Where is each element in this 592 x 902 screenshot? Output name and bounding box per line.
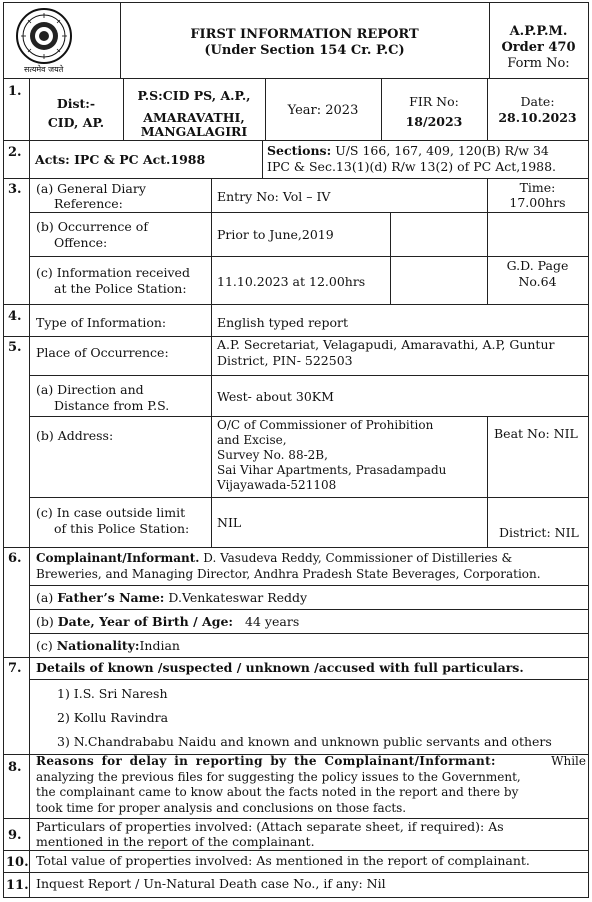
occurrence-label-line2: Offence: — [54, 235, 108, 250]
appm-label: A.P.P.M. — [509, 24, 568, 39]
sections-line2: IPC & Sec.13(1)(d) R/w 13(2) of PC Act,1988. — [267, 159, 557, 174]
gd-page-label: G.D. Page — [506, 258, 569, 273]
nationality-row — [36, 638, 180, 653]
place-label: Place of Occurrence: — [36, 345, 169, 360]
form-number-label: Form No: — [507, 56, 570, 71]
address-line: Sai Vihar Apartments, Prasadampadu — [217, 463, 447, 477]
row-number: 4. — [8, 309, 22, 324]
inquest-report: Inquest Report / Un-Natural Death case No., if any: Nil — [36, 876, 386, 891]
gd-reference-label-line2: Reference: — [54, 196, 123, 211]
district-value: CID, AP. — [47, 115, 105, 130]
acts-field: Acts: IPC & PC Act.1988 — [35, 152, 206, 167]
complainant-line1 — [36, 551, 512, 566]
complainant-line2: Breweries, and Managing Director, Andhra Pradesh State Beverages, Corporation. — [36, 567, 541, 581]
sections-value: U/S 166, 167, 409, 120(B) R/w 34 — [335, 143, 549, 158]
item-prefix: (b) — [36, 614, 54, 629]
complainant-value: D. Vasudeva Reddy, Commissioner of Distilleries & — [203, 551, 513, 565]
date-value: 28.10.2023 — [498, 110, 577, 125]
father-name-value: D.Venkateswar Reddy — [168, 590, 308, 605]
direction-value: West- about 30KM — [217, 389, 334, 404]
sections-line1 — [267, 143, 585, 158]
direction-label-line1: (a) Direction and — [36, 382, 144, 397]
report-title: FIRST INFORMATION REPORT — [190, 27, 419, 42]
info-received-label-line1: (c) Information received — [36, 265, 190, 280]
nationality-label: Nationality: — [56, 638, 140, 653]
sections-label: Sections: — [267, 143, 332, 158]
delay-reason-text: While — [551, 754, 586, 768]
place-value-line1: A.P. Secretariat, Velagapudi, Amaravathi, A.P, Guntur — [217, 337, 555, 352]
row-number: 5. — [8, 340, 22, 355]
police-station-line3: MANGALAGIRI — [140, 124, 248, 139]
item-prefix: (a) — [36, 590, 54, 605]
info-received-value: 11.10.2023 at 12.00hrs — [217, 274, 366, 289]
complainant-label: Complainant/Informant. — [36, 551, 200, 565]
properties-value: Total value of properties involved: As mentioned in the report of complainant. — [36, 853, 530, 868]
accused-details-label: Details of known /suspected / unknown /accused with full particulars. — [36, 660, 524, 675]
fir-label: FIR No: — [409, 94, 459, 109]
row-number: 9. — [8, 828, 22, 843]
delay-reason-label: Reasons for delay in reporting by the Complainant/Informant: — [36, 754, 496, 768]
info-received-label-line2: at the Police Station: — [54, 281, 187, 296]
beat-number: Beat No: NIL — [494, 426, 578, 441]
outside-limit-label-line1: (c) In case outside limit — [36, 505, 186, 520]
row-number: 1. — [8, 84, 22, 99]
delay-reason-text: took time for proper analysis and conclusions on those facts. — [36, 800, 407, 815]
police-station-line1: P.S:CID PS, A.P., — [137, 88, 251, 103]
birth-age-row — [36, 614, 299, 629]
row-number: 7. — [8, 661, 22, 676]
delay-reason-block — [36, 754, 586, 816]
item-prefix: (c) — [36, 638, 53, 653]
report-subtitle: (Under Section 154 Cr. P.C) — [204, 43, 405, 58]
gd-entry-value: Entry No: Vol – IV — [217, 189, 331, 204]
accused-item: 1) I.S. Sri Naresh — [57, 686, 168, 701]
gd-page-value: No.64 — [518, 274, 557, 289]
accused-item: 2) Kollu Ravindra — [57, 710, 169, 725]
address-line: O/C of Commissioner of Prohibition — [217, 418, 434, 432]
place-value-line2: District, PIN- 522503 — [217, 353, 353, 368]
outside-limit-label-line2: of this Police Station: — [54, 521, 190, 536]
accused-item: 3) N.Chandrababu Naidu and known and unknown public servants and others — [57, 734, 552, 749]
row-number: 10. — [6, 855, 29, 870]
properties-particulars-line2: mentioned in the report of the complainant. — [36, 834, 315, 849]
father-name-label: Father’s Name: — [57, 590, 165, 605]
outside-limit-value: NIL — [217, 515, 242, 530]
address-value — [217, 418, 446, 493]
delay-reason-text: the complainant came to know about the facts noted in the report and there by — [36, 785, 519, 799]
delay-reason-text: analyzing the previous files for suggesting the policy issues to the Government, — [36, 769, 521, 784]
date-label: Date: — [520, 94, 555, 109]
address-line: and Excise, — [217, 433, 287, 447]
district-label: Dist:- — [56, 96, 96, 111]
properties-particulars-line1: Particulars of properties involved: (Attach separate sheet, if required): As — [36, 819, 504, 834]
address-line: Vijayawada-521108 — [217, 478, 337, 492]
info-type-label: Type of Information: — [36, 315, 167, 330]
seal-motto: सत्यमेव जयते — [24, 65, 64, 74]
direction-label-line2: Distance from P.S. — [54, 398, 170, 413]
row-number: 8. — [8, 760, 22, 775]
year-field: Year: 2023 — [287, 103, 359, 118]
order-label: Order 470 — [501, 40, 576, 55]
row-number: 11. — [6, 878, 29, 893]
police-station-line2: AMARAVATHI, — [143, 110, 245, 125]
gd-reference-label-line1: (a) General Diary — [36, 181, 146, 196]
occurrence-value: Prior to June,2019 — [217, 227, 334, 242]
emblem-seal — [10, 6, 78, 74]
fir-number: 18/2023 — [405, 114, 463, 129]
delay-reason-line1 — [36, 754, 586, 770]
gd-time-value: 17.00hrs — [509, 195, 566, 210]
birth-age-label: Date, Year of Birth / Age: — [57, 614, 234, 629]
info-type-value: English typed report — [217, 315, 348, 330]
nationality-value: Indian — [139, 638, 180, 653]
address-line: Survey No. 88-2B, — [217, 448, 328, 462]
father-name-row — [36, 590, 307, 605]
district-nil: District: NIL — [499, 525, 579, 540]
address-label: (b) Address: — [36, 428, 114, 443]
birth-age-value: 44 years — [245, 614, 300, 629]
occurrence-label-line1: (b) Occurrence of — [36, 219, 148, 234]
row-number: 3. — [8, 182, 22, 197]
gd-time-label: Time: — [519, 180, 556, 195]
row-number: 2. — [8, 145, 22, 160]
row-number: 6. — [8, 551, 22, 566]
